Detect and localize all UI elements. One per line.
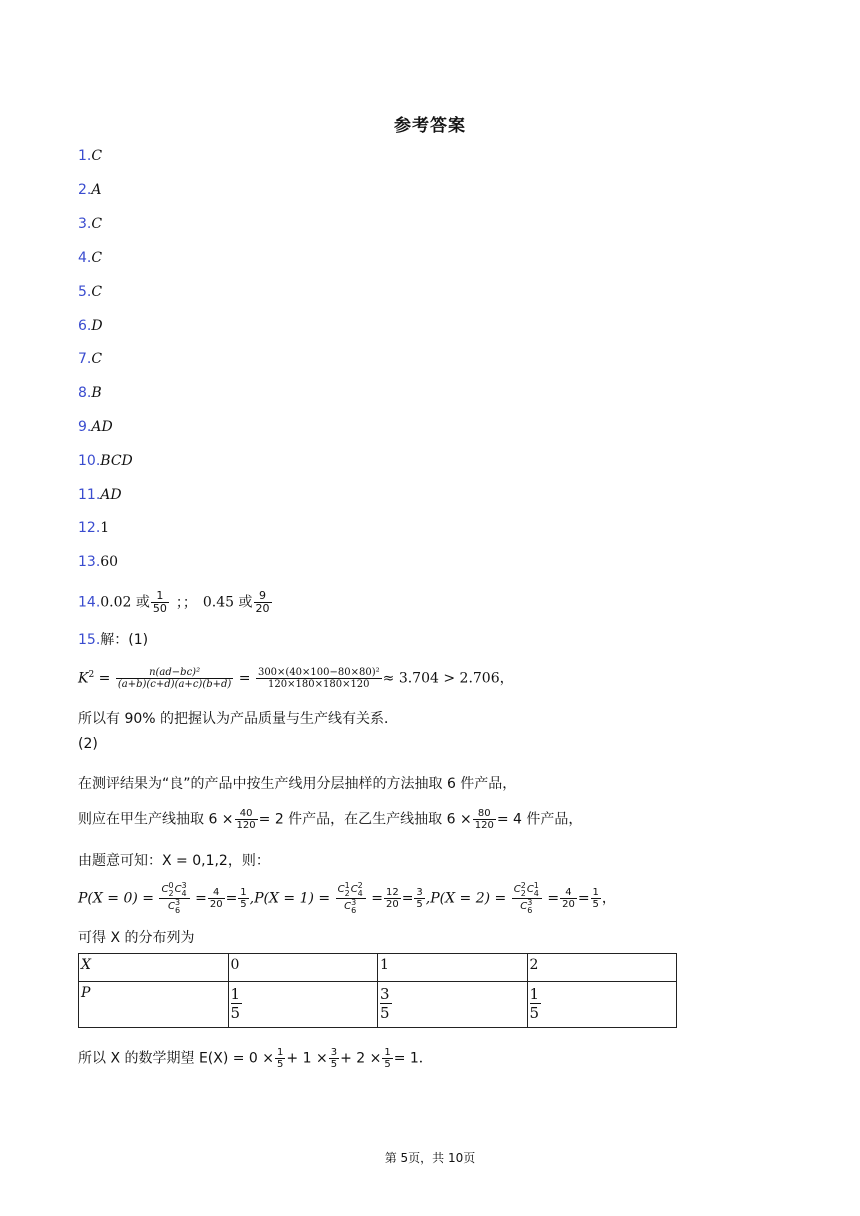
answer-11: 11.AD [78, 487, 122, 503]
distribution-table [78, 953, 677, 1028]
part-2-label: (2) [78, 736, 98, 752]
fraction: $\frac{12}{20}$ [385, 887, 399, 910]
fraction: $\frac{1}{5}$ [384, 1047, 391, 1070]
answer-5: 5.C [78, 284, 103, 300]
answer-8: 8.B [78, 385, 102, 401]
fraction: $\frac{\text{n(ad−bc)²}}{(a+b)(c+d)(a+c)(b+d)}$ [117, 667, 232, 690]
answer-6: 6.D [78, 318, 103, 334]
page-footer: 第 5页，共 10页 [384, 1151, 476, 1165]
fraction: $\frac{3}{5}$ [330, 1047, 338, 1070]
combination-fraction: C 2 2 C 1 4 C 3 6 [512, 882, 542, 915]
distribution-intro: 可得 X 的分布列为 [78, 930, 195, 946]
fraction: $\frac{4}{20}$ [562, 887, 575, 910]
answer-9: 9.AD [78, 419, 113, 435]
answer-4: 4.C [78, 250, 103, 266]
k-squared-formula: $K^2$ = $\frac{\text{n(ad−bc)²}}{(a+b)(c+d)(a+c)(b+d)}$ = $\frac{\text{300×(40×100−80×80)²}}{120\times 180\times 180\times 120}$ ≈ 3.704 > 2.706， [78, 667, 514, 690]
combination-fraction: C 0 2 C 3 4 C 3 6 [159, 882, 189, 915]
answer-10: 10.BCD [78, 453, 133, 469]
page-title: 参考答案 [394, 116, 466, 136]
probability-line: P(X = 0) = C 0 2 C 3 4 C 3 6 = $\frac{4}{20}$ = $\frac{1}{5}$ ,P(X = 1) = C 1 2 C 2 4 C 3 6 = $\frac{12}{20}$ = $\frac{3}{5}$ ,P(X = 2) = C 2 2 C 1 4 C 3 6 = $\frac{4}{20}$ = $\frac{1}{5}$ ， [78, 881, 616, 915]
expectation-line: 所以 X 的数学期望 E(X) = 0 × $\frac{1}{5}$ + 1 × $\frac{3}{5}$ + 2 × $\frac{1}{5}$ = 1． [78, 1047, 433, 1070]
answer-3: 3.C [78, 216, 103, 232]
answer-14: 14.0.02 或 $\frac{1}{50}$ ；； 0.45 或 $\frac{9}{20}$ [78, 589, 270, 615]
answer-2: 2.A [78, 182, 102, 198]
answer-12: 12.1 [78, 520, 110, 536]
conclusion-1: 所以有 90% 的把握认为产品质量与生产线有关系． [78, 711, 399, 727]
answer-15-heading: 15.解：(1) [78, 632, 149, 648]
fraction: $\frac{1}{5}$ [277, 1047, 284, 1070]
fraction: $\frac{\text{300×(40×100−80×80)²}}{120\times 180\times 180\times 120}$ [257, 667, 380, 690]
combination-fraction: C 1 2 C 2 4 C 3 6 [336, 882, 366, 915]
fraction: $\frac{1}{5}$ [592, 887, 599, 910]
answer-13: 13.60 [78, 554, 119, 570]
allocation-line: 则应在甲生产线抽取 6 × $\frac{40}{120}$ = 2 件产品，在乙生产线抽取 6 × $\frac{80}{120}$ = 4 件产品， [78, 808, 583, 831]
fraction: $\frac{40}{120}$ [236, 808, 256, 831]
table-row: P $\frac{1}{5}$ $\frac{3}{5}$ $\frac{1}{5}$ [79, 982, 677, 1028]
sampling-text: 在测评结果为“良”的产品中按生产线用分层抽样的方法抽取 6 件产品， [78, 776, 517, 792]
table-row: X 0 1 2 [79, 954, 677, 982]
fraction: $\frac{4}{20}$ [209, 887, 223, 910]
fraction: $\frac{80}{120}$ [474, 808, 494, 831]
answer-7: 7.C [78, 351, 103, 367]
fraction: $\frac{3}{5}$ [416, 887, 423, 910]
fraction: $\frac{1}{50}$ [152, 589, 167, 615]
fraction: $\frac{9}{20}$ [255, 589, 270, 615]
values-line: 由题意可知：X = 0,1,2，则： [78, 853, 270, 869]
answer-1: 1.C [78, 148, 103, 164]
fraction: $\frac{1}{5}$ [240, 887, 247, 910]
